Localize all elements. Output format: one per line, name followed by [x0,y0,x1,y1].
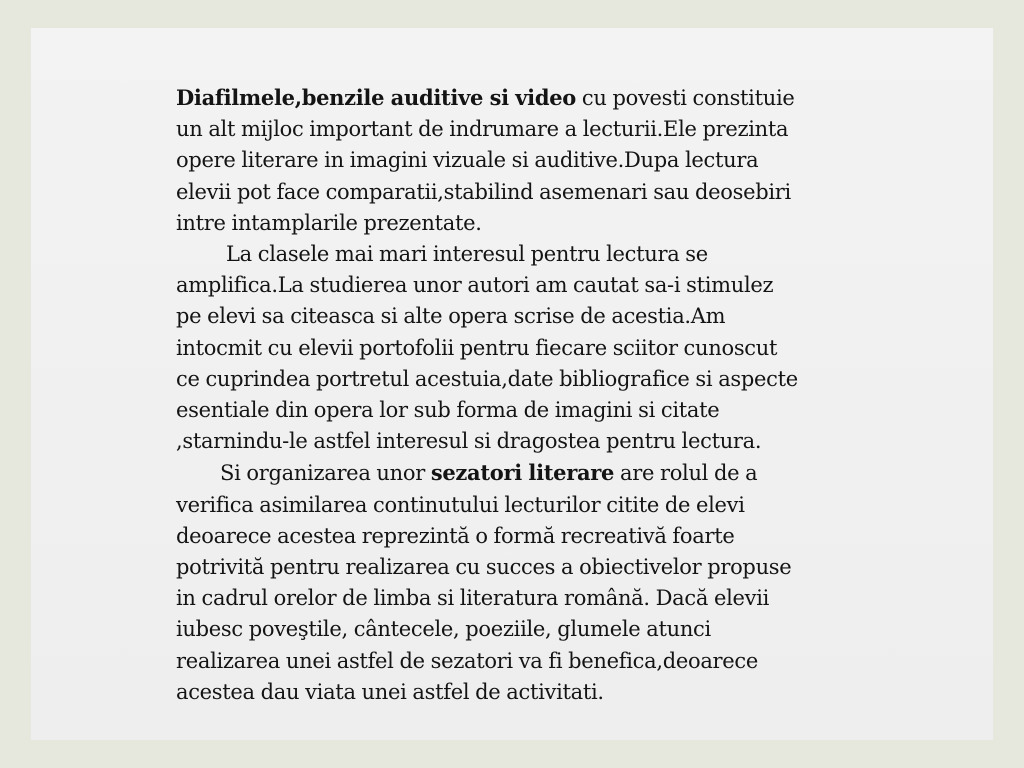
text-run: cu povesti constituie [576,86,795,110]
text-line: iubesc poveştile, cântecele, poeziile, glumele atunci [176,617,711,642]
text-line: realizarea unei astfel de sezatori va fi benefica,deoarece [176,648,758,673]
text-line: La clasele mai mari interesul pentru lectura se [226,242,708,267]
slide-text-block [176,82,866,708]
text-run: Si organizarea unor [220,461,431,486]
bold-phrase: Diafilmele,benzile auditive si video [176,85,577,110]
text-line: elevii pot face comparatii,stabilind asemenari sau deosebiri [176,179,791,204]
text-line: pe elevi sa citeasca si alte opera scrise de acestia.Am [176,304,726,329]
text-line: esentiale din opera lor sub forma de imagini si citate [176,398,720,423]
text-line: verifica asimilarea continutului lecturilor citite de elevi [176,492,745,517]
text-line: acestea dau viata unei astfel de activitati. [176,679,604,704]
text-run: are rolul de a [614,461,758,486]
text-line: in cadrul orelor de limba si literatura română. Dacă elevii [176,586,770,611]
text-line: ,starnindu-le astfel interesul si dragostea pentru lectura. [176,429,762,454]
text-line: opere literare in imagini vizuale si auditive.Dupa lectura [176,148,759,173]
text-line: intre intamplarile prezentate. [176,210,482,235]
text-line: ce cuprindea portretul acestuia,date bibliografice si aspecte [176,366,798,391]
text-line: potrivită pentru realizarea cu succes a obiectivelor propuse [176,555,792,580]
text-line [176,82,866,114]
bold-phrase: sezatori literare [430,460,615,486]
text-line: un alt mijloc important de indrumare a lecturii.Ele prezinta [176,117,789,142]
text-line: intocmit cu elevii portofolii pentru fiecare sciitor cunoscut [176,335,778,360]
text-line: deoarece acestea reprezintă o formă recreativă foarte [176,523,735,548]
text-line: amplifica.La studierea unor autori am cautat sa-i stimulez [176,273,774,298]
text-line [176,457,866,489]
